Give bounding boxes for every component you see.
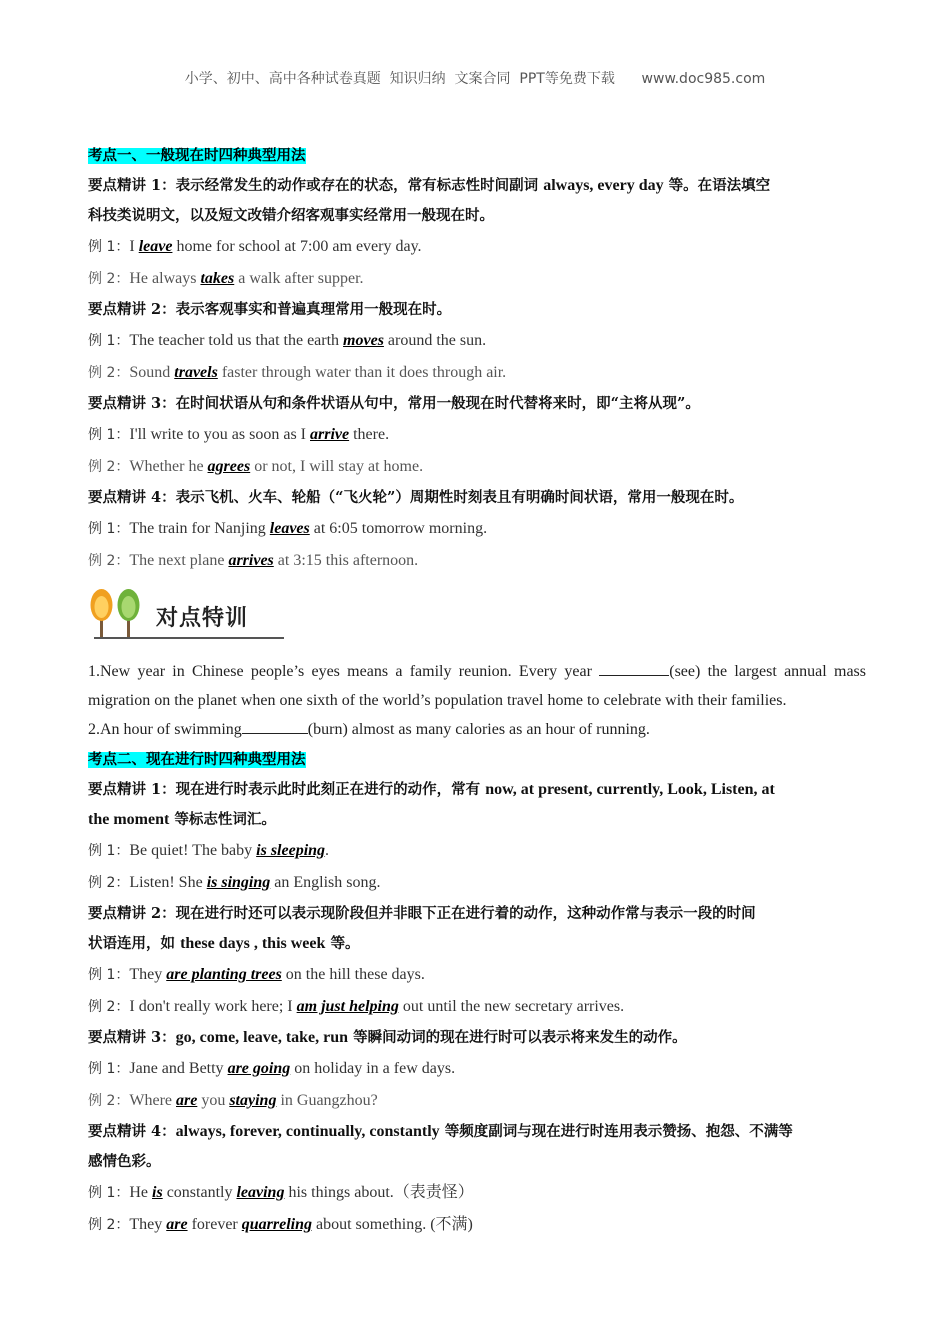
exercise-text: 1.New year in Chinese people’s eyes means a family reunion. Every year	[88, 663, 600, 680]
example	[88, 1209, 866, 1241]
example-text: his things about.（表责怪）	[284, 1184, 474, 1201]
example-text: Be quiet! The baby	[129, 842, 257, 859]
key-point-text: 等。在语法填空	[663, 177, 771, 194]
example-text: Whether he	[129, 458, 208, 475]
key-point-text: 状语连用，如	[88, 935, 181, 952]
example-text: a walk after supper.	[234, 270, 364, 287]
banner-underline	[94, 637, 284, 639]
example-text: around the sun.	[383, 332, 487, 349]
key-point	[88, 295, 866, 325]
key-point-keywords: now, at present, currently, Look, Listen, at	[485, 781, 775, 798]
key-point-label: 要点精讲 2：	[88, 301, 176, 318]
exercise-text: (see) the largest annual mass migration on the planet when one sixth of the world’s population travel home to celebrate with their families.	[88, 663, 867, 709]
example-text: He	[129, 1184, 153, 1201]
example-text: constantly	[162, 1184, 237, 1201]
page-header: 小学、初中、高中各种试卷真题 知识归纳 文案合同 PPT等免费下载 www.doc985.com	[184, 71, 766, 87]
key-point-continued: 感情色彩。	[88, 1153, 161, 1170]
key-point	[88, 1117, 866, 1147]
example-text: Sound	[129, 364, 175, 381]
key-point-label: 要点精讲 3：	[88, 1029, 176, 1046]
example-answer: are	[166, 1216, 188, 1233]
example-text: there.	[349, 426, 390, 443]
example-text: They	[129, 1216, 167, 1233]
example-text: at 6:05 tomorrow morning.	[309, 520, 488, 537]
example-answer: takes	[200, 270, 235, 287]
example-answer: arrive	[310, 426, 350, 443]
example-answer: are	[176, 1092, 198, 1109]
key-point-text: 等。	[325, 935, 360, 952]
section-title-text: 考点一、一般现在时四种典型用法	[88, 148, 306, 164]
example-label: 例 2：	[88, 553, 130, 569]
example	[88, 263, 866, 295]
example-text: I'll write to you as soon as I	[129, 426, 310, 443]
example	[88, 959, 866, 991]
exercise-text: (burn) almost as many calories as an hour of running.	[307, 721, 650, 738]
example-answer: is	[152, 1184, 163, 1201]
example-answer: are planting trees	[166, 966, 282, 983]
key-point-keywords: always, every day	[543, 177, 664, 194]
practice-banner-title: 对点特训	[156, 606, 249, 631]
key-point-label: 要点精讲 3：	[88, 395, 176, 412]
key-point-text: 在时间状语从句和条件状语从句中，常用一般现在时代替将来时，即“主将从现”。	[175, 395, 700, 412]
exercise-1	[88, 657, 866, 715]
key-point-label: 要点精讲 2：	[88, 905, 176, 922]
example-label: 例 1：	[88, 427, 130, 443]
example-text: The teacher told us that the earth	[129, 332, 344, 349]
key-point	[88, 171, 866, 201]
key-point-label: 要点精讲 4：	[88, 1123, 176, 1140]
key-point	[88, 1023, 866, 1053]
key-point-keywords: the moment	[88, 811, 170, 828]
key-point-label: 要点精讲 1：	[88, 177, 176, 194]
example	[88, 357, 866, 389]
example-label: 例 2：	[88, 365, 130, 381]
example	[88, 545, 866, 577]
example-label: 例 2：	[88, 1093, 130, 1109]
example-text: I	[129, 238, 139, 255]
example-text: out until the new secretary arrives.	[398, 998, 625, 1015]
example-label: 例 2：	[88, 271, 130, 287]
example-answer: is singing	[206, 874, 271, 891]
example-answer: agrees	[207, 458, 251, 475]
example	[88, 1085, 866, 1117]
example-text: Jane and Betty	[129, 1060, 228, 1077]
example-answer: is sleeping	[256, 842, 326, 859]
key-point-label: 要点精讲 4：	[88, 489, 176, 506]
example-text: you	[197, 1092, 230, 1109]
example	[88, 325, 866, 357]
example-answer: are going	[227, 1060, 291, 1077]
key-point	[88, 483, 866, 513]
example-text: about something. (不满)	[312, 1216, 473, 1233]
example-text: on holiday in a few days.	[290, 1060, 456, 1077]
example-label: 例 1：	[88, 239, 130, 255]
example	[88, 835, 866, 867]
example-answer: quarreling	[241, 1216, 312, 1233]
section-title	[88, 744, 866, 775]
example	[88, 1177, 866, 1209]
key-point	[88, 389, 866, 419]
key-point-label: 要点精讲 1：	[88, 781, 176, 798]
example-text: on the hill these days.	[281, 966, 425, 983]
key-point-keywords: always, forever, continually, constantly	[175, 1123, 440, 1140]
key-point-text: 现在进行时还可以表示现阶段但并非眼下正在进行着的动作，这种动作常与表示一段的时间	[175, 905, 756, 922]
example-answer: leaves	[269, 520, 310, 537]
key-point-continued: 科技类说明文，以及短文改错介绍客观事实经常用一般现在时。	[88, 207, 494, 224]
example-label: 例 1：	[88, 521, 130, 537]
example-text: forever	[187, 1216, 242, 1233]
answer-blank[interactable]	[599, 661, 669, 676]
key-point-continued	[88, 929, 866, 959]
example-text: I don't really work here; I	[129, 998, 297, 1015]
example-label: 例 2：	[88, 1217, 130, 1233]
example-text: an English song.	[270, 874, 381, 891]
example	[88, 1053, 866, 1085]
section-title	[88, 140, 866, 171]
example-text: The next plane	[129, 552, 229, 569]
example-answer: arrives	[228, 552, 274, 569]
key-point-text: 表示经常发生的动作或存在的状态，常有标志性时间副词	[175, 177, 544, 194]
example-text: or not, I will stay at home.	[250, 458, 424, 475]
answer-blank[interactable]	[242, 719, 308, 734]
example-text: The train for Nanjing	[129, 520, 270, 537]
key-point-text: 表示客观事实和普遍真理常用一般现在时。	[175, 301, 452, 318]
key-point-text: 等标志性词汇。	[169, 811, 276, 828]
key-point-text: 现在进行时表示此时此刻正在进行的动作，常有	[175, 781, 486, 798]
example	[88, 867, 866, 899]
exercise-text: 2.An hour of swimming	[88, 721, 242, 738]
example-label: 例 1：	[88, 1185, 130, 1201]
example	[88, 513, 866, 545]
key-point-text: 表示飞机、火车、轮船（“飞火轮”）周期性时刻表且有明确时间状语，常用一般现在时。	[175, 489, 744, 506]
key-point-keywords: go, come, leave, take, run	[175, 1029, 349, 1046]
example-answer: staying	[229, 1092, 277, 1109]
example-text: at 3:15 this afternoon.	[273, 552, 419, 569]
example-text: Where	[129, 1092, 176, 1109]
key-point	[88, 899, 866, 929]
key-point-keywords: these days , this week	[180, 935, 326, 952]
key-point-text: 等瞬间动词的现在进行时可以表示将来发生的动作。	[348, 1029, 687, 1046]
example-answer: moves	[343, 332, 384, 349]
example-text: home for school at 7:00 am every day.	[172, 238, 422, 255]
example-label: 例 2：	[88, 999, 130, 1015]
example-label: 例 2：	[88, 459, 130, 475]
practice-banner	[86, 585, 286, 647]
example	[88, 991, 866, 1023]
example-answer: travels	[174, 364, 218, 381]
example-answer: am just helping	[296, 998, 399, 1015]
example-label: 例 1：	[88, 967, 130, 983]
example-text: He always	[129, 270, 201, 287]
key-point-continued	[88, 805, 866, 835]
example-label: 例 1：	[88, 1061, 130, 1077]
key-point	[88, 775, 866, 805]
example-text: faster through water than it does through air.	[217, 364, 507, 381]
tree-icon	[86, 585, 150, 641]
key-point-text: 等频度副词与现在进行时连用表示赞扬、抱怨、不满等	[439, 1123, 793, 1140]
example-text: .	[325, 842, 330, 859]
example-text: Listen! She	[129, 874, 207, 891]
example	[88, 231, 866, 263]
section-title-text: 考点二、现在进行时四种典型用法	[88, 752, 306, 768]
example-text: in Guangzhou?	[276, 1092, 378, 1109]
example-label: 例 1：	[88, 843, 130, 859]
example	[88, 451, 866, 483]
example-answer: leaving	[236, 1184, 285, 1201]
document-body	[88, 140, 866, 1241]
example-label: 例 2：	[88, 875, 130, 891]
exercise-2	[88, 715, 866, 744]
example-answer: leave	[138, 238, 173, 255]
example	[88, 419, 866, 451]
example-text: They	[129, 966, 167, 983]
example-label: 例 1：	[88, 333, 130, 349]
